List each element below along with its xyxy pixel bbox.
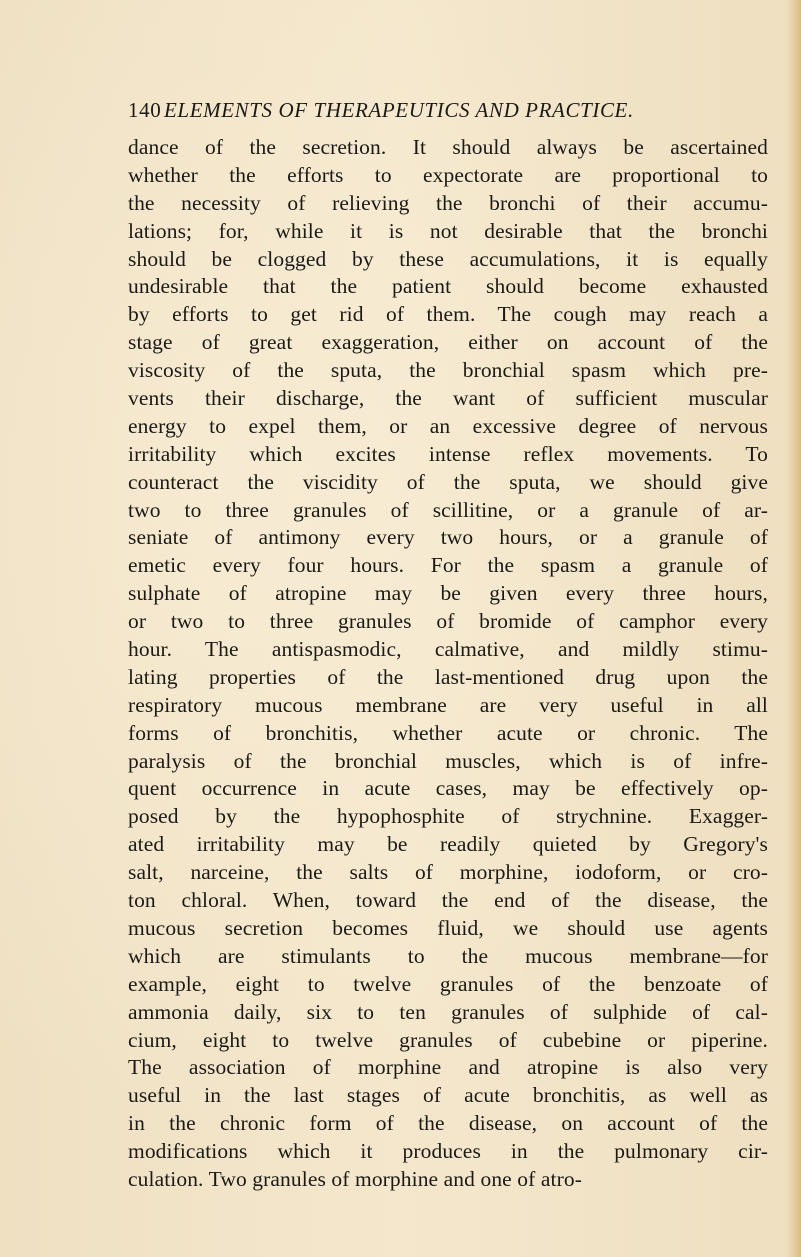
text-line: ammonia daily, six to ten granules of sulphide of cal- xyxy=(128,999,768,1024)
text-line: hour. The antispasmodic, calmative, and mildly stimu- xyxy=(128,637,768,662)
text-line: two to three granules of scillitine, or a granule of ar- xyxy=(128,497,768,522)
text-line: cium, eight to twelve granules of cubebine or piperine. xyxy=(128,1027,768,1052)
text-line: useful in the last stages of acute bronchitis, as well as xyxy=(128,1083,768,1108)
text-line: should be clogged by these accumulations, it is equally xyxy=(128,246,768,271)
text-line: dance of the secretion. It should always be ascertained xyxy=(128,135,768,159)
text-line: seniate of antimony every two hours, or a granule of xyxy=(128,525,768,550)
text-line: which are stimulants to the mucous membrane—for xyxy=(128,943,768,968)
text-line: irritability which excites intense reflex movements. To xyxy=(128,441,768,466)
text-line: modifications which it produces in the pulmonary cir- xyxy=(128,1139,768,1164)
text-line: energy to expel them, or an excessive degree of nervous xyxy=(128,413,768,438)
text-line: example, eight to twelve granules of the benzoate of xyxy=(128,971,768,996)
text-line: posed by the hypophosphite of strychnine. Exagger- xyxy=(128,804,768,829)
text-line: salt, narceine, the salts of morphine, iodoform, or cro- xyxy=(128,860,768,885)
text-line: by efforts to get rid of them. The cough may reach a xyxy=(128,302,768,327)
running-header xyxy=(128,98,768,124)
text-line: paralysis of the bronchial muscles, which is of infre- xyxy=(128,748,768,773)
text-line: forms of bronchitis, whether acute or chronic. The xyxy=(128,720,768,745)
text-line: respiratory mucous membrane are very useful in all xyxy=(128,692,768,717)
text-line: ton chloral. When, toward the end of the disease, the xyxy=(128,888,768,913)
text-line: lating properties of the last-mentioned drug upon the xyxy=(128,664,768,689)
text-line: emetic every four hours. For the spasm a granule of xyxy=(128,553,768,578)
text-line: in the chronic form of the disease, on account of the xyxy=(128,1111,768,1136)
running-title: ELEMENTS OF THERAPEUTICS AND PRACTICE. xyxy=(164,98,634,122)
text-line: sulphate of atropine may be given every three hours, xyxy=(128,581,768,606)
text-line: The association of morphine and atropine is also very xyxy=(128,1055,768,1080)
text-line: whether the efforts to expectorate are proportional to xyxy=(128,162,768,187)
body-text xyxy=(128,134,768,1194)
text-line: lations; for, while it is not desirable that the bronchi xyxy=(128,218,768,243)
text-line: or two to three granules of bromide of camphor every xyxy=(128,609,768,634)
text-line: the necessity of relieving the bronchi of their accumu- xyxy=(128,190,768,215)
page-edge-shadow xyxy=(787,0,801,1257)
text-line: counteract the viscidity of the sputa, we should give xyxy=(128,469,768,494)
text-line: stage of great exaggeration, either on account of the xyxy=(128,330,768,355)
page-number: 140 xyxy=(128,98,162,122)
text-line: viscosity of the sputa, the bronchial spasm which pre- xyxy=(128,358,768,383)
text-line: ated irritability may be readily quieted by Gregory's xyxy=(128,832,768,857)
text-line: undesirable that the patient should become exhausted xyxy=(128,274,768,299)
text-line: quent occurrence in acute cases, may be effectively op- xyxy=(128,776,768,801)
text-line: culation. Two granules of morphine and one of atro- xyxy=(128,1166,582,1191)
text-line: mucous secretion becomes fluid, we should use agents xyxy=(128,915,768,940)
text-line: vents their discharge, the want of sufficient muscular xyxy=(128,386,768,411)
